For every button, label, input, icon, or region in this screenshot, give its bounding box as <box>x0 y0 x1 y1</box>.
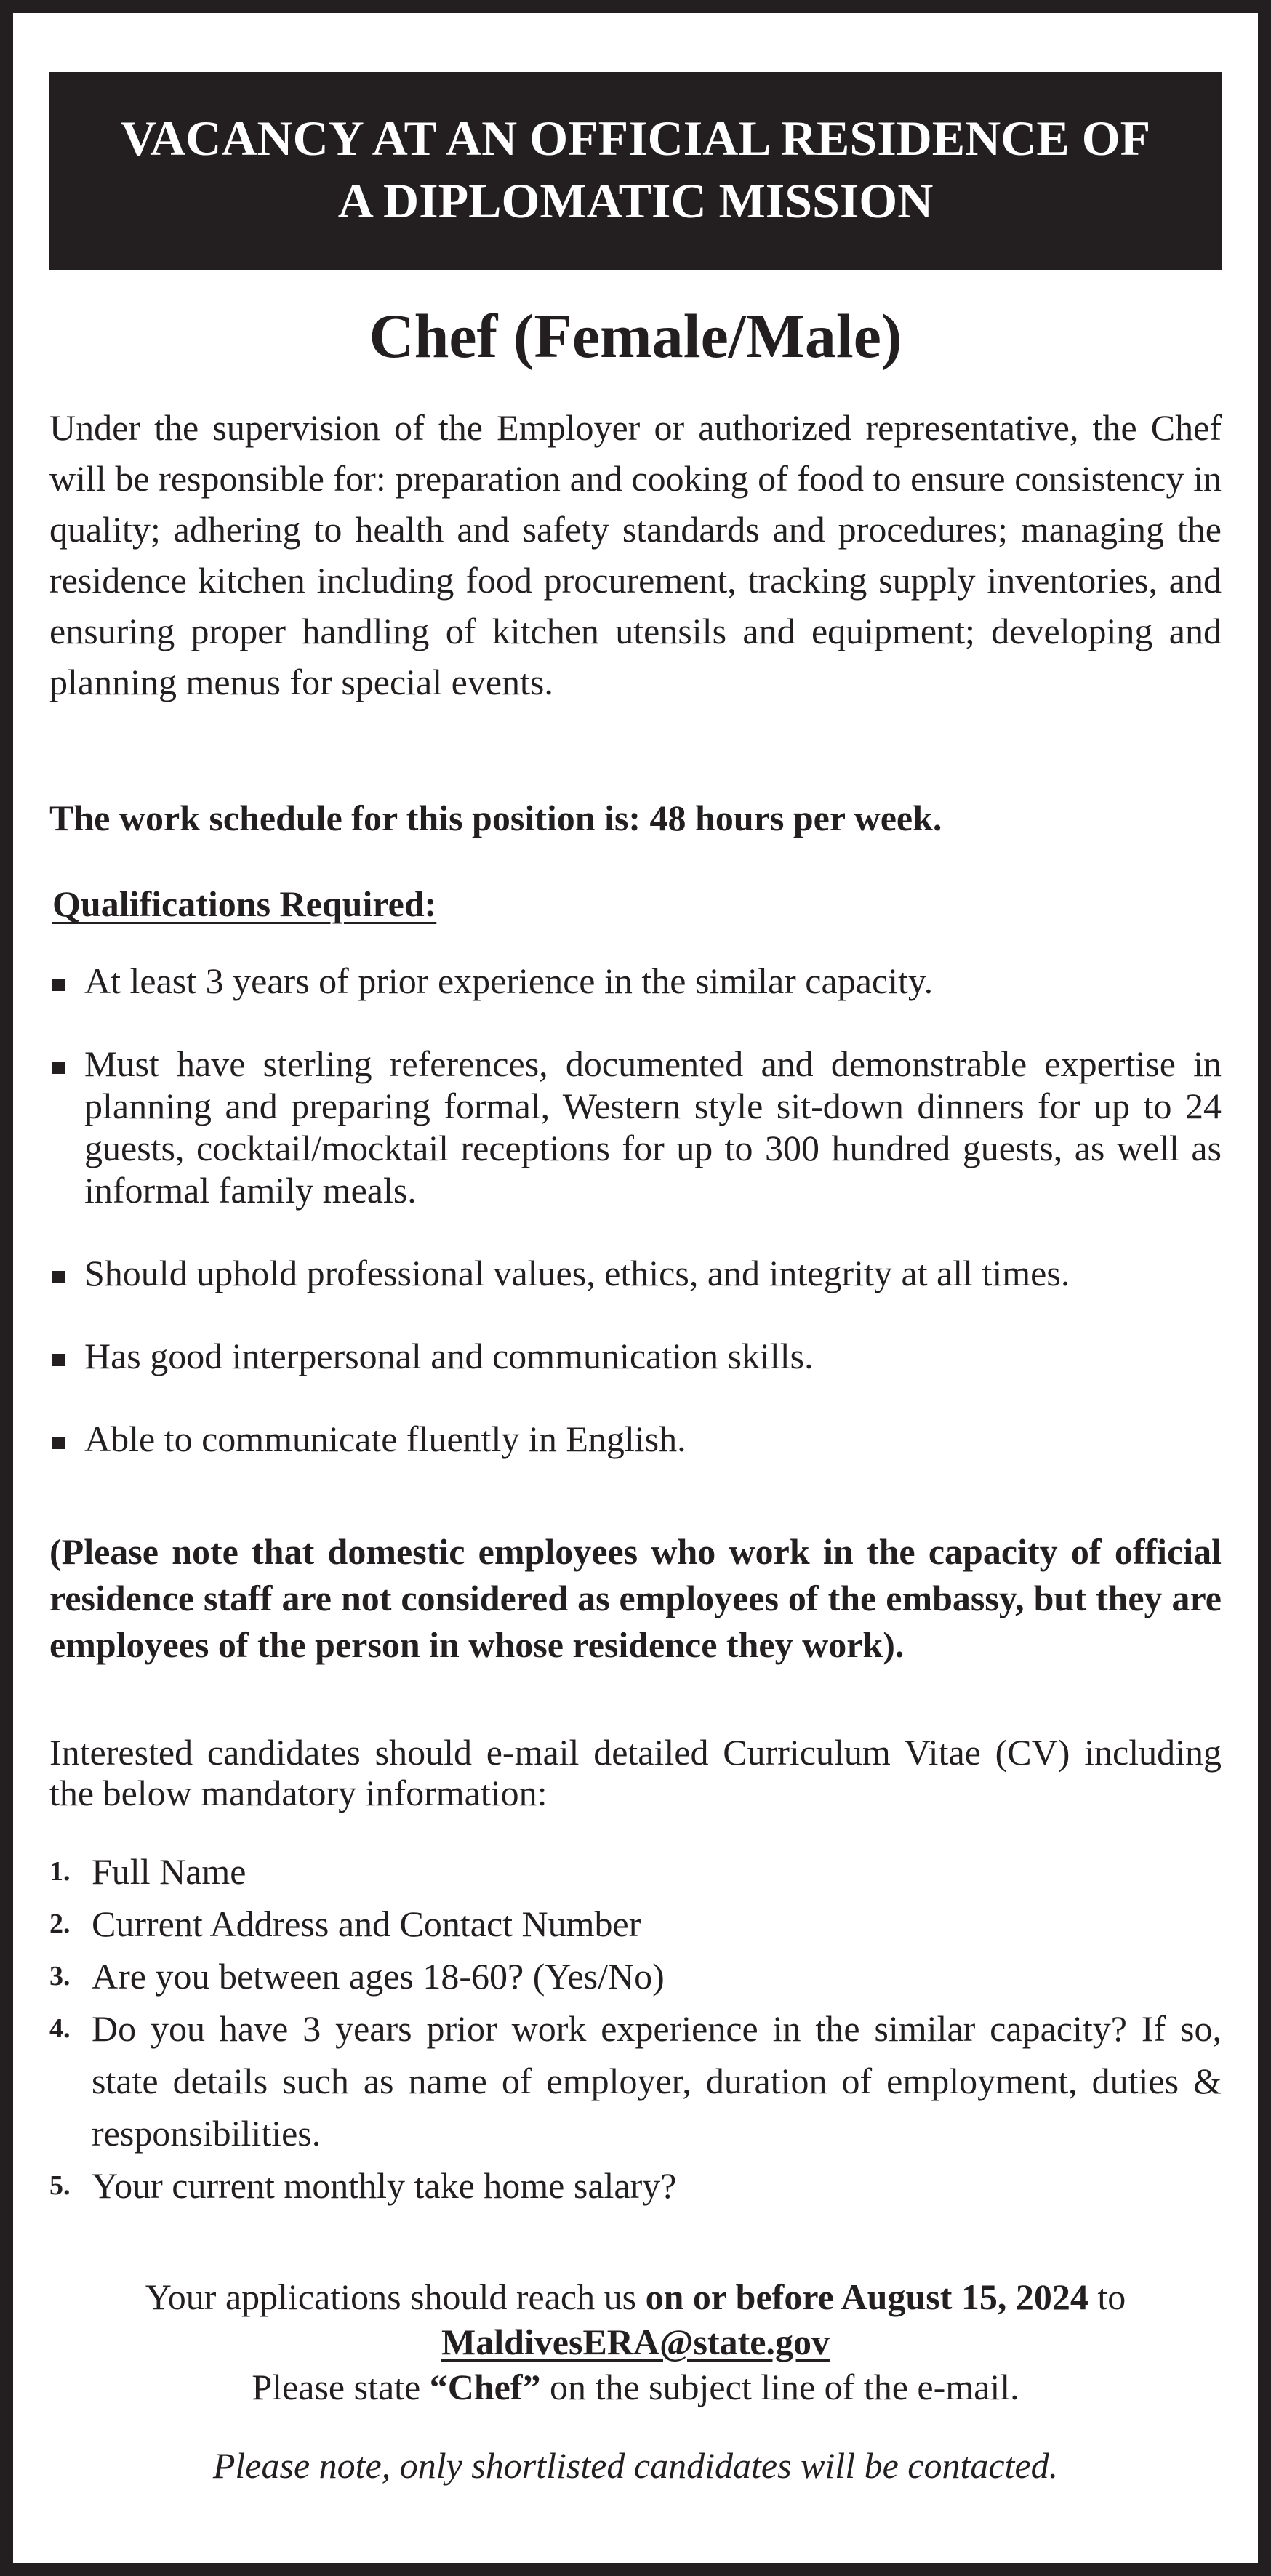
bullet-square-icon <box>52 1062 65 1074</box>
list-item <box>49 1043 1222 1211</box>
list-item <box>49 1418 1222 1460</box>
subject-prefix: Please state <box>252 2367 421 2407</box>
list-item-text: Able to communicate fluently in English. <box>84 1419 686 1459</box>
deadline-prefix: Your applications should reach us <box>145 2276 637 2317</box>
subject-line-instruction <box>49 2364 1222 2410</box>
list-number: 4. <box>49 2013 71 2044</box>
application-instructions <box>49 2274 1222 2488</box>
list-item-text: Are you between ages 18-60? (Yes/No) <box>92 1956 665 1997</box>
list-number: 1. <box>49 1856 71 1887</box>
deadline-suffix: to <box>1097 2276 1126 2317</box>
list-number: 5. <box>49 2170 71 2201</box>
list-item <box>49 2159 1222 2212</box>
list-item <box>49 1845 1222 1898</box>
list-number: 3. <box>49 1961 71 1991</box>
bullet-square-icon <box>52 1271 65 1283</box>
list-item <box>49 1252 1222 1294</box>
list-item <box>49 960 1222 1002</box>
intro-paragraph: Under the supervision of the Employer or authorized representative, the Chef will be responsible for: preparation and cooking of food to ensure consistency in quality; adhering to health and safety standards and procedures; managing the residence kitchen including food procurement, tracking supply inventories, and ensuring proper handling of kitchen utensils and equipment; developing and planning menus for special events. <box>49 407 1222 702</box>
list-item-text: Has good interpersonal and communication skills. <box>84 1336 814 1376</box>
qualifications-heading: Qualifications Required: <box>52 883 437 924</box>
bullet-square-icon <box>52 979 65 991</box>
header-line-2: A DIPLOMATIC MISSION <box>337 173 934 228</box>
work-schedule: The work schedule for this position is: 48 hours per week. <box>49 798 942 838</box>
bullet-square-icon <box>52 1437 65 1449</box>
list-item-text: Your current monthly take home salary? <box>92 2165 677 2206</box>
list-item-text: Current Address and Contact Number <box>92 1903 641 1944</box>
deadline-line <box>49 2274 1222 2319</box>
list-item <box>49 1950 1222 2002</box>
job-title: Chef (Female/Male) <box>369 301 902 371</box>
bullet-square-icon <box>52 1354 65 1366</box>
list-item-text: Full Name <box>92 1851 246 1892</box>
list-item-text: Do you have 3 years prior work experience in the similar capacity? If so, state details such as name of employer, duration of employment, duties & responsibilities. <box>92 2008 1222 2154</box>
contact-email-link[interactable]: MaldivesERA@state.gov <box>441 2322 830 2362</box>
list-item-text: At least 3 years of prior experience in the similar capacity. <box>84 960 934 1001</box>
list-item-text: Should uphold professional values, ethics, and integrity at all times. <box>84 1253 1070 1293</box>
header-banner <box>49 72 1222 270</box>
list-item <box>49 1898 1222 1950</box>
deadline-date: on or before August 15, 2024 <box>645 2276 1088 2317</box>
list-number: 2. <box>49 1909 71 1939</box>
shortlist-note: Please note, only shortlisted candidates will be contacted. <box>212 2445 1059 2486</box>
mandatory-info-list <box>49 1845 1222 2212</box>
subject-word: “Chef” <box>429 2367 541 2407</box>
header-line-1: VACANCY AT AN OFFICIAL RESIDENCE OF <box>120 111 1151 166</box>
list-item <box>49 1335 1222 1377</box>
subject-suffix: on the subject line of the e-mail. <box>550 2367 1019 2407</box>
employment-status-note: (Please note that domestic employees who work in the capacity of official residence staff are not considered as employees of the embassy, but they are employees of the person in whose residence they work). <box>49 1531 1222 1665</box>
list-item-text: Must have sterling references, documented and demonstrable expertise in planning and preparing formal, Western style sit-down dinners for up to 24 guests, cocktail/mocktail receptions for up to 300 hundred guests, as well as informal family meals. <box>84 1043 1222 1211</box>
list-item <box>49 2002 1222 2159</box>
candidates-instructions: Interested candidates should e-mail detailed Curriculum Vitae (CV) including the below mandatory information: <box>49 1732 1222 1813</box>
qualifications-list <box>49 960 1222 1501</box>
